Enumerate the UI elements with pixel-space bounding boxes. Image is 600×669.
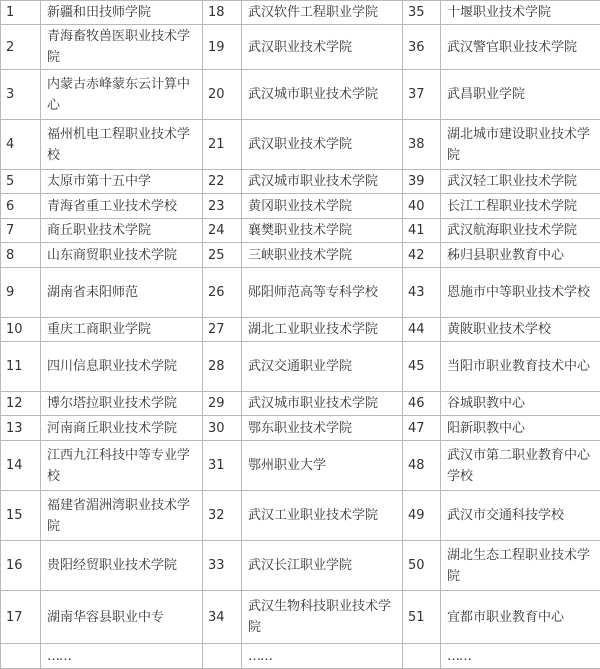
row-number-cell: 33 [203,541,242,591]
school-name-cell: 武汉职业技术学院 [242,25,403,70]
row-number-cell: 45 [403,342,441,392]
school-name-cell: 内蒙古赤峰蒙东云计算中心 [41,70,203,120]
row-number-cell: 49 [403,491,441,541]
table-row [1,25,600,70]
school-name-cell: 博尔塔拉职业技术学院 [41,392,203,416]
school-name-cell: 鄂东职业技术学院 [242,416,403,441]
row-number-cell: 47 [403,416,441,441]
school-name-cell: 福建省湄洲湾职业技术学院 [41,491,203,541]
school-name-cell: 四川信息职业技术学院 [41,342,203,392]
row-number-cell: 40 [403,194,441,219]
row-number-cell: 2 [1,25,41,70]
school-name-cell: 湖南省耒阳师范 [41,268,203,318]
school-name-cell: 恩施市中等职业技术学校 [441,268,600,318]
row-number-cell: 10 [1,318,41,342]
row-number-cell: 21 [203,120,242,170]
table-row [1,416,600,441]
row-number-cell: 41 [403,219,441,243]
school-name-cell: 武汉软件工程职业学院 [242,1,403,25]
row-number-cell: 1 [1,1,41,25]
school-name-cell: 武汉城市职业技术学院 [242,70,403,120]
row-number-cell: 23 [203,194,242,219]
school-name-cell: 湖南华容县职业中专 [41,591,203,644]
row-number-cell: 28 [203,342,242,392]
school-name-cell: 武汉轻工职业技术学院 [441,170,600,194]
row-number-cell: 13 [1,416,41,441]
row-number-cell: 35 [403,1,441,25]
school-name-cell: 湖北生态工程职业技术学院 [441,541,600,591]
row-number-cell: 38 [403,120,441,170]
table-row [1,268,600,318]
row-number-cell: 4 [1,120,41,170]
school-name-cell: 秭归县职业教育中心 [441,243,600,268]
row-number-cell: 37 [403,70,441,120]
row-number-cell: 9 [1,268,41,318]
school-name-cell: 十堰职业技术学院 [441,1,600,25]
row-number-cell: 42 [403,243,441,268]
school-name-cell: 湖北工业职业技术学院 [242,318,403,342]
school-name-cell: 武汉长江职业学院 [242,541,403,591]
school-name-cell: 武汉工业职业技术学院 [242,491,403,541]
school-name-cell: 重庆工商职业学院 [41,318,203,342]
school-name-cell: 武汉市第二职业教育中心学校 [441,441,600,491]
table-row [1,219,600,243]
row-number-cell: 22 [203,170,242,194]
row-number-cell: 30 [203,416,242,441]
school-name-cell: 黄陂职业技术学校 [441,318,600,342]
row-number-cell: 17 [1,591,41,644]
row-number-cell: 12 [1,392,41,416]
school-name-cell: 武汉交通职业学院 [242,342,403,392]
row-number-cell [403,644,441,669]
school-name-cell: 贵阳经贸职业技术学院 [41,541,203,591]
row-number-cell: 39 [403,170,441,194]
row-number-cell: 29 [203,392,242,416]
table-row [1,243,600,268]
school-name-cell: 三峡职业技术学院 [242,243,403,268]
school-name-cell: 谷城职教中心 [441,392,600,416]
row-number-cell: 6 [1,194,41,219]
row-number-cell: 24 [203,219,242,243]
table-row [1,392,600,416]
row-number-cell: 34 [203,591,242,644]
row-number-cell: 15 [1,491,41,541]
table-row [1,491,600,541]
school-name-cell: 武汉职业技术学院 [242,120,403,170]
row-number-cell: 11 [1,342,41,392]
table-row [1,342,600,392]
school-name-cell: 襄樊职业技术学院 [242,219,403,243]
row-number-cell: 50 [403,541,441,591]
school-name-cell: 宜都市职业教育中心 [441,591,600,644]
school-name-cell: 武汉城市职业技术学院 [242,170,403,194]
school-name-cell: 河南商丘职业技术学院 [41,416,203,441]
table-row [1,1,600,25]
row-number-cell [203,644,242,669]
row-number-cell: 27 [203,318,242,342]
table-row [1,644,600,669]
row-number-cell [1,644,41,669]
row-number-cell: 48 [403,441,441,491]
row-number-cell: 14 [1,441,41,491]
school-name-cell: 当阳市职业教育技术中心 [441,342,600,392]
row-number-cell: 36 [403,25,441,70]
table-row [1,541,600,591]
row-number-cell: 8 [1,243,41,268]
row-number-cell: 51 [403,591,441,644]
row-number-cell: 7 [1,219,41,243]
school-name-cell: 青海畜牧兽医职业技术学院 [41,25,203,70]
row-number-cell: 25 [203,243,242,268]
row-number-cell: 19 [203,25,242,70]
table-row [1,70,600,120]
school-name-cell: …… [41,644,203,669]
row-number-cell: 31 [203,441,242,491]
school-name-cell: 福州机电工程职业技术学校 [41,120,203,170]
row-number-cell: 20 [203,70,242,120]
school-name-cell: 湖北城市建设职业技术学院 [441,120,600,170]
table-row [1,120,600,170]
row-number-cell: 16 [1,541,41,591]
school-name-cell: 太原市第十五中学 [41,170,203,194]
school-name-cell: 新疆和田技师学院 [41,1,203,25]
table-row [1,318,600,342]
row-number-cell: 44 [403,318,441,342]
school-name-cell: 武汉城市职业技术学院 [242,392,403,416]
school-name-cell: 武汉市交通科技学校 [441,491,600,541]
school-name-cell: 商丘职业技术学院 [41,219,203,243]
school-name-cell: 山东商贸职业技术学院 [41,243,203,268]
table-row [1,441,600,491]
school-name-cell: 长江工程职业技术学院 [441,194,600,219]
school-name-cell: 武汉生物科技职业技术学院 [242,591,403,644]
school-name-cell: 青海省重工业技术学校 [41,194,203,219]
row-number-cell: 26 [203,268,242,318]
table-body [1,1,600,669]
school-name-cell: 武汉警官职业技术学院 [441,25,600,70]
row-number-cell: 18 [203,1,242,25]
row-number-cell: 5 [1,170,41,194]
table-row [1,194,600,219]
row-number-cell: 43 [403,268,441,318]
row-number-cell: 32 [203,491,242,541]
school-name-cell: …… [242,644,403,669]
school-name-cell: 武汉航海职业技术学院 [441,219,600,243]
school-name-cell: 阳新职教中心 [441,416,600,441]
school-name-cell: 郧阳师范高等专科学校 [242,268,403,318]
table-row [1,170,600,194]
school-name-cell: 武昌职业学院 [441,70,600,120]
school-name-cell: …… [441,644,600,669]
school-name-cell: 黄冈职业技术学院 [242,194,403,219]
table-row [1,591,600,644]
school-name-cell: 江西九江科技中等专业学校 [41,441,203,491]
row-number-cell: 3 [1,70,41,120]
row-number-cell: 46 [403,392,441,416]
school-name-cell: 鄂州职业大学 [242,441,403,491]
